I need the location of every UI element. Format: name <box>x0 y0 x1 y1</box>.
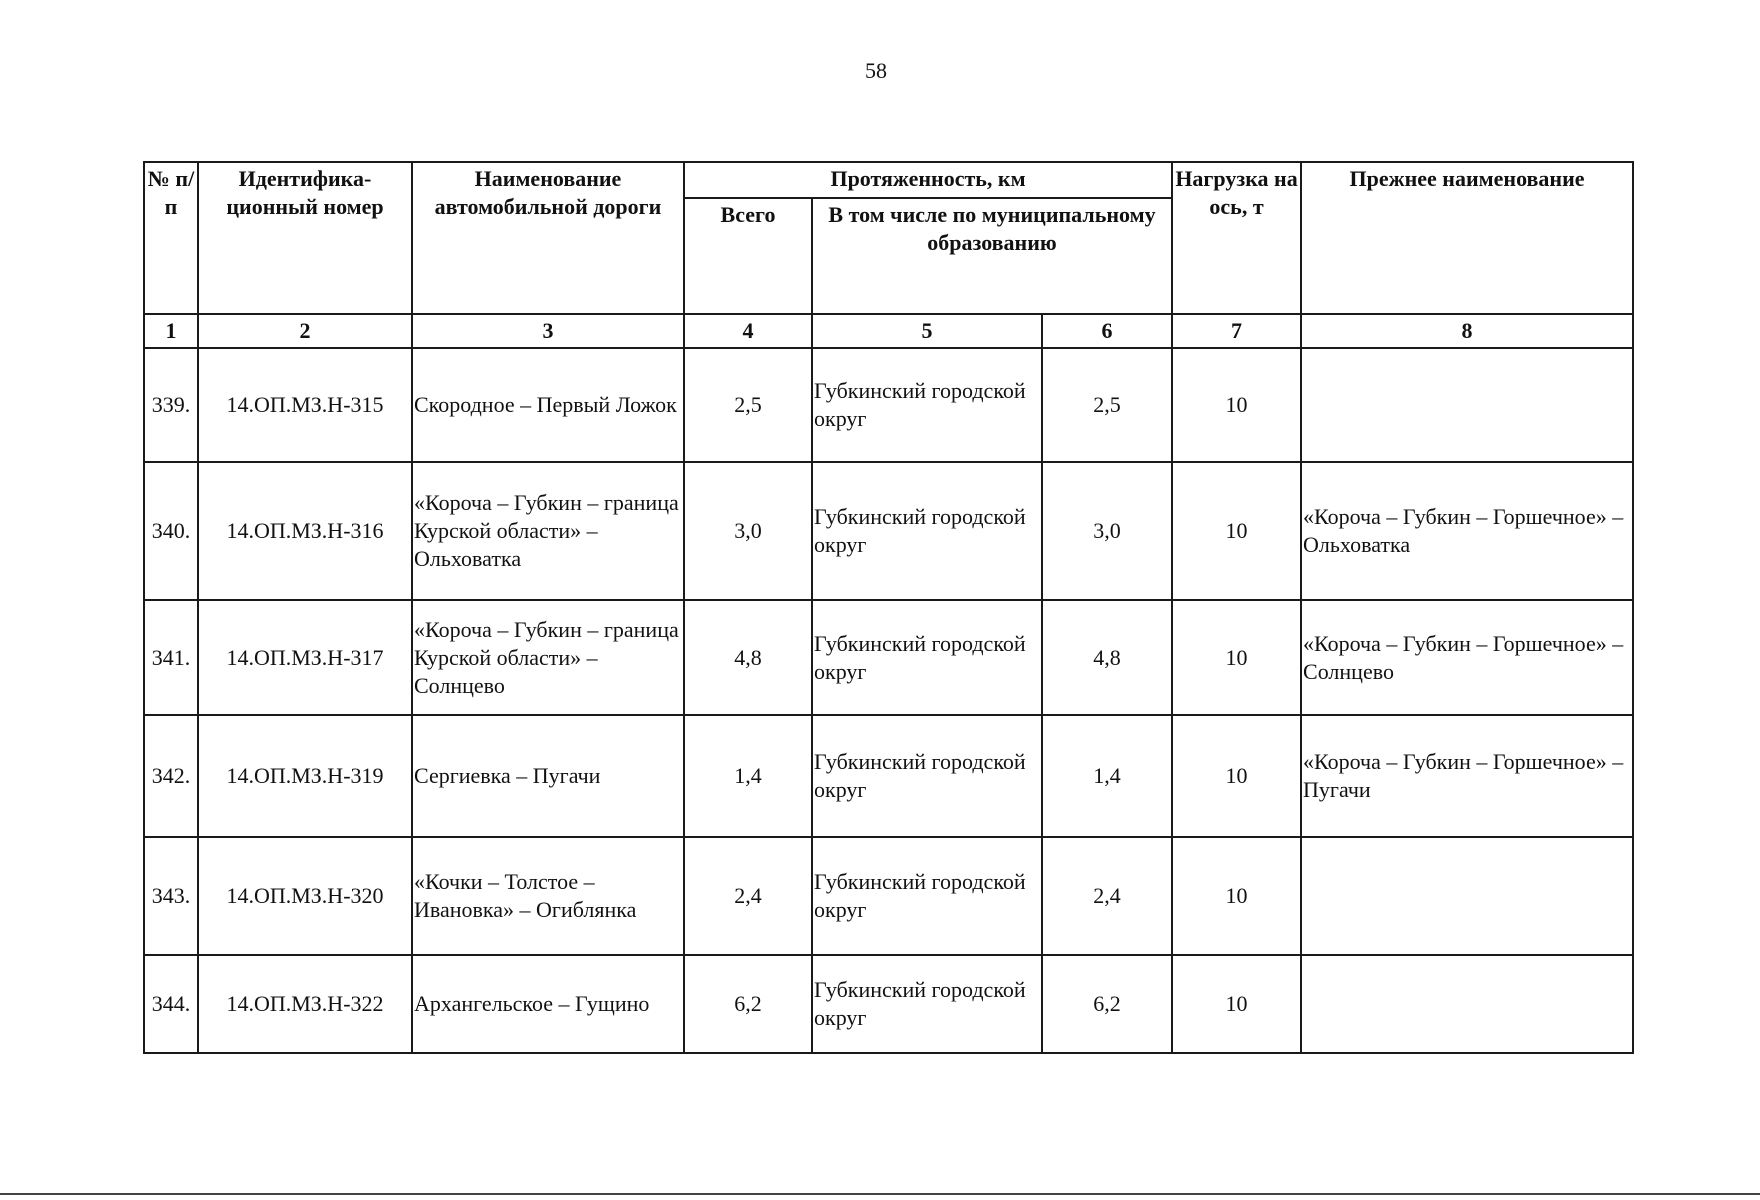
axle-load: 10 <box>1172 955 1301 1053</box>
column-number: 4 <box>684 314 812 348</box>
municipality: Губкинский городской округ <box>812 955 1042 1053</box>
former-name <box>1301 955 1633 1053</box>
road-id: 14.ОП.МЗ.Н-320 <box>198 837 412 955</box>
road-name: Архангельское – Гущино <box>412 955 684 1053</box>
former-name <box>1301 837 1633 955</box>
municipality: Губкинский городской округ <box>812 837 1042 955</box>
road-id: 14.ОП.МЗ.Н-315 <box>198 348 412 462</box>
axle-load: 10 <box>1172 837 1301 955</box>
row-number: 342. <box>144 715 198 837</box>
road-name: «Короча – Губкин – граница Курской области» – Солнцево <box>412 600 684 715</box>
header-length: Протяженность, км <box>684 162 1172 198</box>
length-total: 6,2 <box>684 955 812 1053</box>
header-total: Всего <box>684 198 812 314</box>
length-municipal: 4,8 <box>1042 600 1172 715</box>
axle-load: 10 <box>1172 715 1301 837</box>
page-number: 58 <box>865 58 887 83</box>
table-row <box>144 462 1633 600</box>
road-id: 14.ОП.МЗ.Н-319 <box>198 715 412 837</box>
municipality: Губкинский городской округ <box>812 715 1042 837</box>
header-id: Идентифика-ционный номер <box>198 162 412 314</box>
former-name: «Короча – Губкин – Горшечное» – Солнцево <box>1301 600 1633 715</box>
row-number: 339. <box>144 348 198 462</box>
road-id: 14.ОП.МЗ.Н-322 <box>198 955 412 1053</box>
length-total: 1,4 <box>684 715 812 837</box>
axle-load: 10 <box>1172 348 1301 462</box>
row-number: 343. <box>144 837 198 955</box>
length-municipal: 2,4 <box>1042 837 1172 955</box>
former-name: «Короча – Губкин – Горшечное» – Ольховатка <box>1301 462 1633 600</box>
header-num: № п/п <box>144 162 198 314</box>
road-name: Скородное – Первый Ложок <box>412 348 684 462</box>
length-municipal: 2,5 <box>1042 348 1172 462</box>
header-former: Прежнее наименование <box>1301 162 1633 314</box>
row-number: 341. <box>144 600 198 715</box>
length-total: 3,0 <box>684 462 812 600</box>
axle-load: 10 <box>1172 600 1301 715</box>
road-id: 14.ОП.МЗ.Н-316 <box>198 462 412 600</box>
column-number: 8 <box>1301 314 1633 348</box>
road-name: «Короча – Губкин – граница Курской области» – Ольховатка <box>412 462 684 600</box>
table-row <box>144 600 1633 715</box>
length-total: 4,8 <box>684 600 812 715</box>
table-row <box>144 955 1633 1053</box>
table-row <box>144 715 1633 837</box>
former-name <box>1301 348 1633 462</box>
former-name: «Короча – Губкин – Горшечное» – Пугачи <box>1301 715 1633 837</box>
header-row-1 <box>144 162 1633 198</box>
axle-load: 10 <box>1172 462 1301 600</box>
row-number: 340. <box>144 462 198 600</box>
road-name: «Кочки – Толстое – Ивановка» – Огиблянка <box>412 837 684 955</box>
column-number: 7 <box>1172 314 1301 348</box>
municipality: Губкинский городской округ <box>812 348 1042 462</box>
header-name: Наименование автомобильной дороги <box>412 162 684 314</box>
column-number: 6 <box>1042 314 1172 348</box>
column-number: 5 <box>812 314 1042 348</box>
bottom-divider <box>0 1193 1760 1195</box>
header-municipal: В том числе по муниципальному образованию <box>812 198 1172 314</box>
length-total: 2,4 <box>684 837 812 955</box>
length-municipal: 3,0 <box>1042 462 1172 600</box>
column-number: 1 <box>144 314 198 348</box>
column-number: 3 <box>412 314 684 348</box>
road-name: Сергиевка – Пугачи <box>412 715 684 837</box>
length-total: 2,5 <box>684 348 812 462</box>
header-load: Нагрузка на ось, т <box>1172 162 1301 314</box>
length-municipal: 1,4 <box>1042 715 1172 837</box>
length-municipal: 6,2 <box>1042 955 1172 1053</box>
column-number: 2 <box>198 314 412 348</box>
table-row <box>144 837 1633 955</box>
row-number: 344. <box>144 955 198 1053</box>
municipality: Губкинский городской округ <box>812 462 1042 600</box>
column-number-row <box>144 314 1633 348</box>
table-row <box>144 348 1633 462</box>
road-id: 14.ОП.МЗ.Н-317 <box>198 600 412 715</box>
municipality: Губкинский городской округ <box>812 600 1042 715</box>
roads-table <box>143 161 1634 1054</box>
